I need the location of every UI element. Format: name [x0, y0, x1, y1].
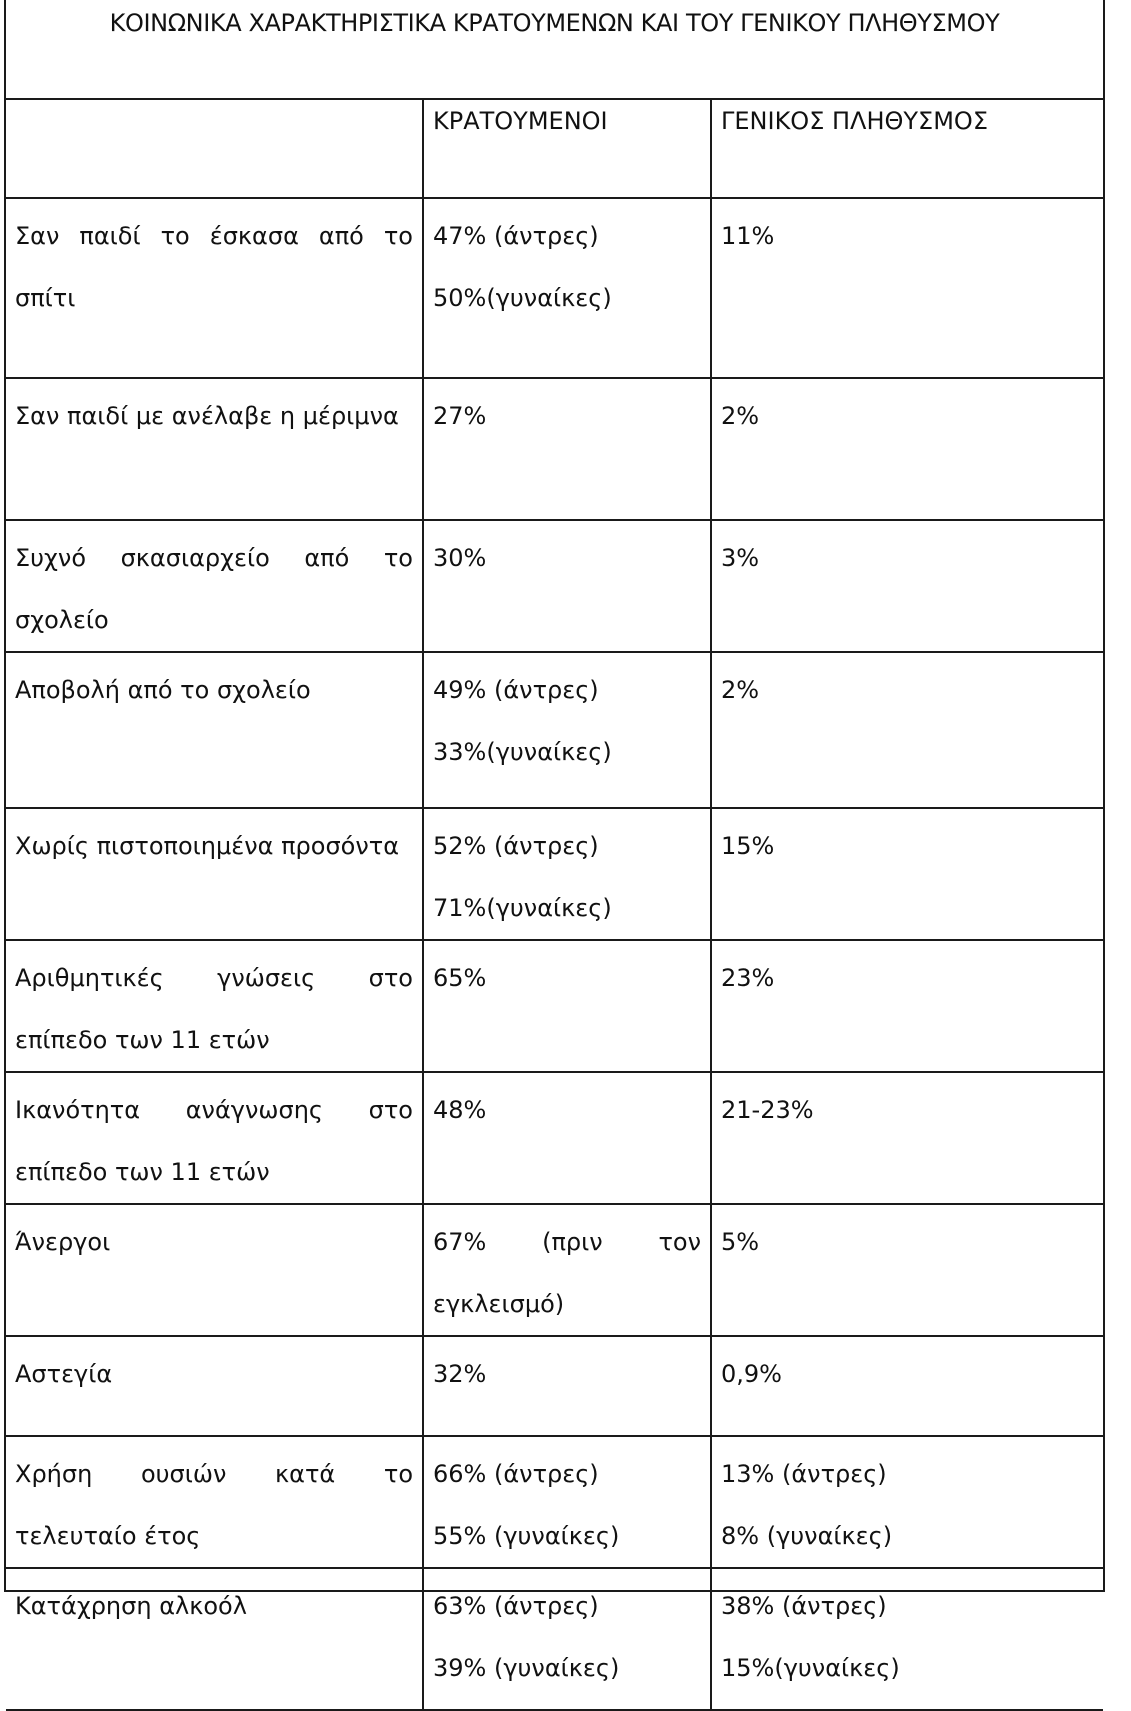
- row-label-cell: Σαν παιδί με ανέλαβε η μέριμνα: [6, 378, 423, 520]
- cell-value: 3%: [721, 544, 760, 572]
- row-label-cell: Συχνό σκασιαρχείο από το σχολείο: [6, 520, 423, 652]
- cell-value: 8% (γυναίκες): [721, 1522, 893, 1550]
- cell-value: 5%: [721, 1228, 760, 1256]
- table-row: [6, 378, 1103, 520]
- general-population-value-cell: [711, 520, 1103, 652]
- cell-value: 50%(γυναίκες): [433, 284, 612, 312]
- general-population-value-cell: [711, 378, 1103, 520]
- prisoners-value-cell: [423, 808, 711, 940]
- cell-value: 39% (γυναίκες): [433, 1654, 620, 1682]
- row-label-cell: Αποβολή από το σχολείο: [6, 652, 423, 808]
- cell-value: 71%(γυναίκες): [433, 894, 612, 922]
- general-population-value-cell: [711, 198, 1103, 378]
- cell-value: 48%: [433, 1096, 487, 1124]
- cell-value: 15%(γυναίκες): [721, 1654, 900, 1682]
- cell-value: 2%: [721, 402, 760, 430]
- row-label-cell: Χρήση ουσιών κατά το τελευταίο έτος: [6, 1436, 423, 1568]
- cell-value: 23%: [721, 964, 775, 992]
- cell-value: 52% (άντρες): [433, 832, 599, 860]
- cell-value: 11%: [721, 222, 775, 250]
- table-title: ΚΟΙΝΩΝΙΚΑ ΧΑΡΑΚΤΗΡΙΣΤΙΚΑ ΚΡΑΤΟΥΜΕΝΩΝ ΚΑΙ ΤΟΥ ΓΕΝΙΚΟΥ ΠΛΗΘΥΣΜΟΥ: [109, 9, 1000, 37]
- prisoners-value-cell: [423, 1072, 711, 1204]
- table-row: [6, 1436, 1103, 1568]
- row-label-cell: Άνεργοι: [6, 1204, 423, 1336]
- cell-value: 67% (πριν τον εγκλεισμό): [433, 1228, 701, 1318]
- row-label-cell: Αριθμητικές γνώσεις στο επίπεδο των 11 ετών: [6, 940, 423, 1072]
- general-population-value-cell: [711, 1336, 1103, 1436]
- cell-value: 30%: [433, 544, 487, 572]
- cell-value: 21-23%: [721, 1096, 814, 1124]
- prisoners-value-cell: [423, 1436, 711, 1568]
- statistics-table: [6, 98, 1103, 1711]
- table-row: [6, 940, 1103, 1072]
- table-body: [6, 98, 1103, 1710]
- prisoners-value-cell: [423, 1336, 711, 1436]
- cell-value: 38% (άντρες): [721, 1592, 887, 1620]
- table-row: [6, 198, 1103, 378]
- table-row: [6, 808, 1103, 940]
- cell-value: 13% (άντρες): [721, 1460, 887, 1488]
- cell-value: 66% (άντρες): [433, 1460, 599, 1488]
- cell-value: 15%: [721, 832, 775, 860]
- document-page: [4, 0, 1105, 1682]
- header-cell-general-population: ΓΕΝΙΚΟΣ ΠΛΗΘΥΣΜΟΣ: [711, 98, 1103, 198]
- header-row: [6, 98, 1103, 198]
- cell-value: 47% (άντρες): [433, 222, 599, 250]
- table-row: [6, 1336, 1103, 1436]
- header-cell-prisoners: ΚΡΑΤΟΥΜΕΝΟΙ: [423, 98, 711, 198]
- prisoners-value-cell: [423, 378, 711, 520]
- table-row: [6, 652, 1103, 808]
- row-label-cell: Ικανότητα ανάγνωσης στο επίπεδο των 11 ετών: [6, 1072, 423, 1204]
- cell-value: 55% (γυναίκες): [433, 1522, 620, 1550]
- table-row: [6, 1568, 1103, 1710]
- general-population-value-cell: [711, 940, 1103, 1072]
- general-population-value-cell: [711, 1568, 1103, 1710]
- table-row: [6, 520, 1103, 652]
- prisoners-value-cell: [423, 1568, 711, 1710]
- row-label-cell: Αστεγία: [6, 1336, 423, 1436]
- table-row: [6, 1204, 1103, 1336]
- general-population-value-cell: [711, 652, 1103, 808]
- general-population-value-cell: [711, 808, 1103, 940]
- row-label-cell: Κατάχρηση αλκοόλ: [6, 1568, 423, 1710]
- prisoners-value-cell: [423, 652, 711, 808]
- general-population-value-cell: [711, 1204, 1103, 1336]
- table-row: [6, 1072, 1103, 1204]
- row-label-cell: Χωρίς πιστοποιημένα προσόντα: [6, 808, 423, 940]
- general-population-value-cell: [711, 1072, 1103, 1204]
- table-title-row: [6, 0, 1103, 100]
- cell-value: 33%(γυναίκες): [433, 738, 612, 766]
- cell-value: 32%: [433, 1360, 487, 1388]
- cell-value: 65%: [433, 964, 487, 992]
- row-label-cell: Σαν παιδί το έσκασα από το σπίτι: [6, 198, 423, 378]
- header-cell-blank: [6, 98, 423, 198]
- prisoners-value-cell: [423, 198, 711, 378]
- cell-value: 27%: [433, 402, 487, 430]
- cell-value: 49% (άντρες): [433, 676, 599, 704]
- cell-value: 0,9%: [721, 1360, 782, 1388]
- cell-value: 2%: [721, 676, 760, 704]
- general-population-value-cell: [711, 1436, 1103, 1568]
- cell-value: 63% (άντρες): [433, 1592, 599, 1620]
- prisoners-value-cell: [423, 1204, 711, 1336]
- prisoners-value-cell: [423, 940, 711, 1072]
- prisoners-value-cell: [423, 520, 711, 652]
